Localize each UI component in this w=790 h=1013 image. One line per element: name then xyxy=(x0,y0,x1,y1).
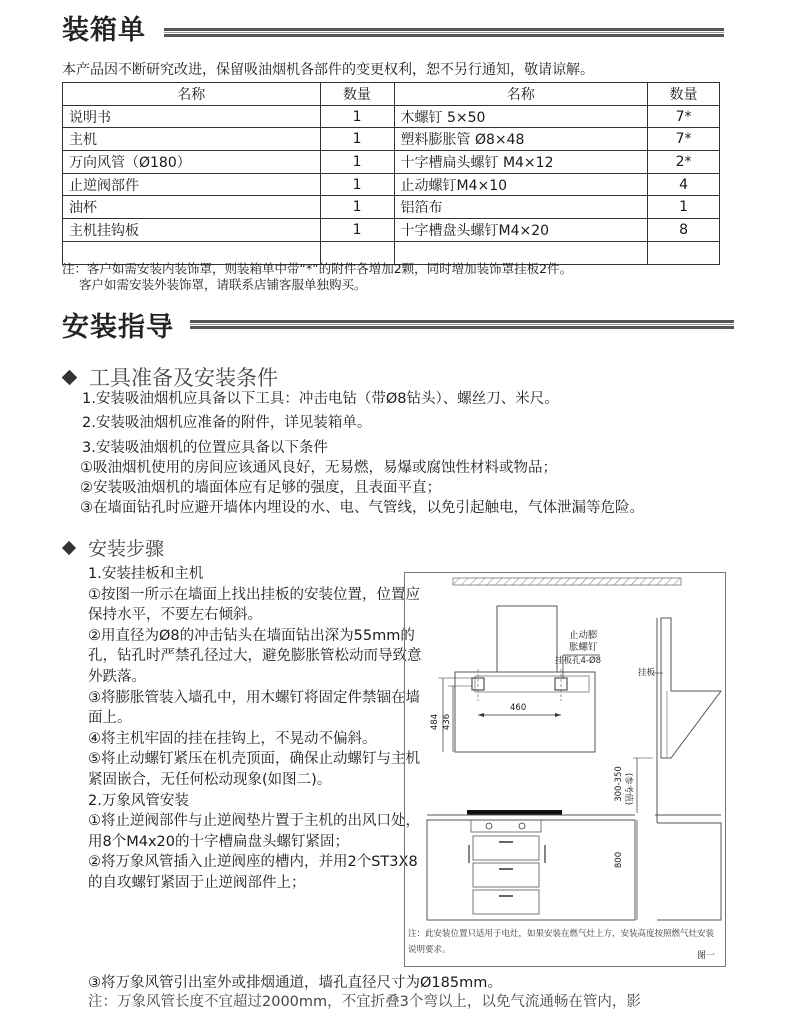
table-row xyxy=(63,173,720,196)
cabinet xyxy=(427,820,635,920)
packing-table xyxy=(62,82,720,265)
cell: 1 xyxy=(320,105,394,128)
tools-line-5: ②安装吸油烟机的墙面体应有足够的强度，且表面平直； xyxy=(80,480,441,496)
diamond-icon xyxy=(62,540,76,554)
cell: 2* xyxy=(648,151,720,174)
tools-heading xyxy=(64,362,278,392)
cell: 塑料膨胀管 Ø8×48 xyxy=(394,128,648,151)
col-qty-2: 数量 xyxy=(648,83,720,106)
fig-caption: 图一 xyxy=(697,951,716,961)
fig-label-screw-2: 胀螺钉 xyxy=(569,642,598,653)
packing-table-header xyxy=(63,83,720,106)
cell: 说明书 xyxy=(63,105,321,128)
cell: 1 xyxy=(320,151,394,174)
fig-dim-range: 300-350 xyxy=(613,766,624,802)
step1-2: ②用直径为Ø8的冲击钻头在墙面钻出深为55mm的孔，钻孔时严禁孔径过大，避免膨胀管松动而导致意外跌落。 xyxy=(88,627,422,685)
step2-title: 2.万象风管安装 xyxy=(88,792,189,809)
diamond-icon xyxy=(62,369,78,385)
fig-label-plate: 挂板 xyxy=(638,668,656,678)
install-title-rule xyxy=(190,320,734,329)
cell: 4 xyxy=(648,173,720,196)
step1-5: ⑤将止动螺钉紧压在机壳顶面，确保止动螺钉与主机紧固嵌合，无任何松动现象(如图二)。 xyxy=(88,751,420,788)
cell: 1 xyxy=(320,219,394,242)
cell: 7* xyxy=(648,128,720,151)
cell: 8 xyxy=(648,219,720,242)
step1-3: ③将膨胀管装入墙孔中，用木螺钉将固定件禁锢在墙面上。 xyxy=(88,689,420,727)
chimney-front xyxy=(497,606,557,672)
table-row xyxy=(63,105,720,128)
tools-line-6: ③在墙面钻孔时应避开墙体内埋设的水、电、气管线，以免引起触电，气体泄漏等危险。 xyxy=(80,500,644,516)
packing-title: 装箱单 xyxy=(62,15,146,46)
step1-title: 1.安装挂板和主机 xyxy=(88,566,204,582)
fig-label-screw-1: 止动膨 xyxy=(569,630,598,641)
step2-1: ①将止逆阀部件与止逆阀垫片置于主机的出风口处，用8个M4x20的十字槽扁盘头螺钉紧固； xyxy=(88,813,420,850)
cell: 主机挂钩板 xyxy=(63,219,321,242)
cell: 铝箔布 xyxy=(394,196,648,219)
figure-1 xyxy=(404,572,726,967)
steps-heading xyxy=(64,534,164,561)
fig-label-hole: 挂板孔4-Ø8 xyxy=(555,656,602,666)
cell: 木螺钉 5×50 xyxy=(394,105,648,128)
tools-line-2: 2.安装吸油烟机应准备的附件，详见装箱单。 xyxy=(82,415,372,431)
packing-note-2: 客户如需安装外装饰罩，请联系店铺客服单独购买。 xyxy=(79,277,367,292)
packing-title-rule xyxy=(164,28,724,37)
col-qty-1: 数量 xyxy=(320,83,394,106)
steps-body xyxy=(88,564,423,894)
steps-heading-text: 安装步骤 xyxy=(88,538,165,560)
fig-dim-460: 460 xyxy=(510,703,527,713)
step1-1: ①按图一所示在墙面上找出挂板的安装位置，位置应保持水平，不要左右倾斜。 xyxy=(88,586,420,624)
tools-line-3: 3.安装吸油烟机的位置应具备以下条件 xyxy=(82,440,328,456)
cell: 1 xyxy=(320,196,394,219)
cell xyxy=(648,241,720,264)
cell: 7* xyxy=(648,105,720,128)
table-row xyxy=(63,151,720,174)
installation-diagram xyxy=(405,573,725,966)
hood-side xyxy=(661,618,721,758)
table-row xyxy=(63,196,720,219)
step2-2: ②将万象风管插入止逆阀座的槽内，并用2个ST3X8的自攻螺钉紧固于止逆阀部件上； xyxy=(88,854,418,891)
step1-4: ④将主机牢固的挂在挂钩上，不晃动不偏斜。 xyxy=(88,730,377,747)
cell: 主机 xyxy=(63,128,321,151)
fig-dim-436: 436 xyxy=(442,713,453,731)
fig-dim-ref: (参考值) xyxy=(623,772,634,806)
tools-line-1: 1.安装吸油烟机应具备以下工具：冲击电钻（带Ø8钻头）、螺丝刀、米尺。 xyxy=(82,391,559,407)
table-row xyxy=(63,128,720,151)
tools-line-4: ①吸油烟机使用的房间应该通风良好，无易燃，易爆或腐蚀性材料或物品； xyxy=(80,460,557,476)
cell: 止动螺钉M4×10 xyxy=(394,173,648,196)
cell: 十字槽盘头螺钉M4×20 xyxy=(394,219,648,242)
table-row xyxy=(63,219,720,242)
fig-dim-484: 484 xyxy=(430,713,441,731)
fig-note: 注：此安装位置只适用于电灶，如果安装在燃气灶上方，安装高度按照燃气灶安装说明要求。 xyxy=(408,929,715,955)
cell: 1 xyxy=(320,128,394,151)
tools-heading-text: 工具准备及安装条件 xyxy=(89,366,278,390)
cell: 万向风管（Ø180） xyxy=(63,151,321,174)
cell: 1 xyxy=(648,196,720,219)
ceiling-hatch xyxy=(453,578,681,585)
fig-dim-800: 800 xyxy=(614,851,625,869)
col-name-1: 名称 xyxy=(63,83,321,106)
cell: 止逆阀部件 xyxy=(63,173,321,196)
install-title: 安装指导 xyxy=(62,312,174,343)
cell: 1 xyxy=(320,173,394,196)
packing-note-1: 注：客户如需安装内装饰罩，则装箱单中带“*”的附件各增加2颗，同时增加装饰罩挂板2件。 xyxy=(62,261,573,276)
step2-3: ③将万象风管引出室外或排烟通道，墙孔直径尺寸为Ø185mm。 xyxy=(88,975,502,991)
step2-note: 注：万象风管长度不宜超过2000mm，不宜折叠3个弯以上，以免气流通畅在管内，影 xyxy=(88,994,641,1010)
col-name-2: 名称 xyxy=(394,83,648,106)
cell: 十字槽扁头螺钉 M4×12 xyxy=(394,151,648,174)
cell: 油杯 xyxy=(63,196,321,219)
cooktop xyxy=(467,810,562,815)
packing-intro: 本产品因不断研究改进，保留吸油烟机各部件的变更权利，恕不另行通知，敬请谅解。 xyxy=(62,62,594,78)
